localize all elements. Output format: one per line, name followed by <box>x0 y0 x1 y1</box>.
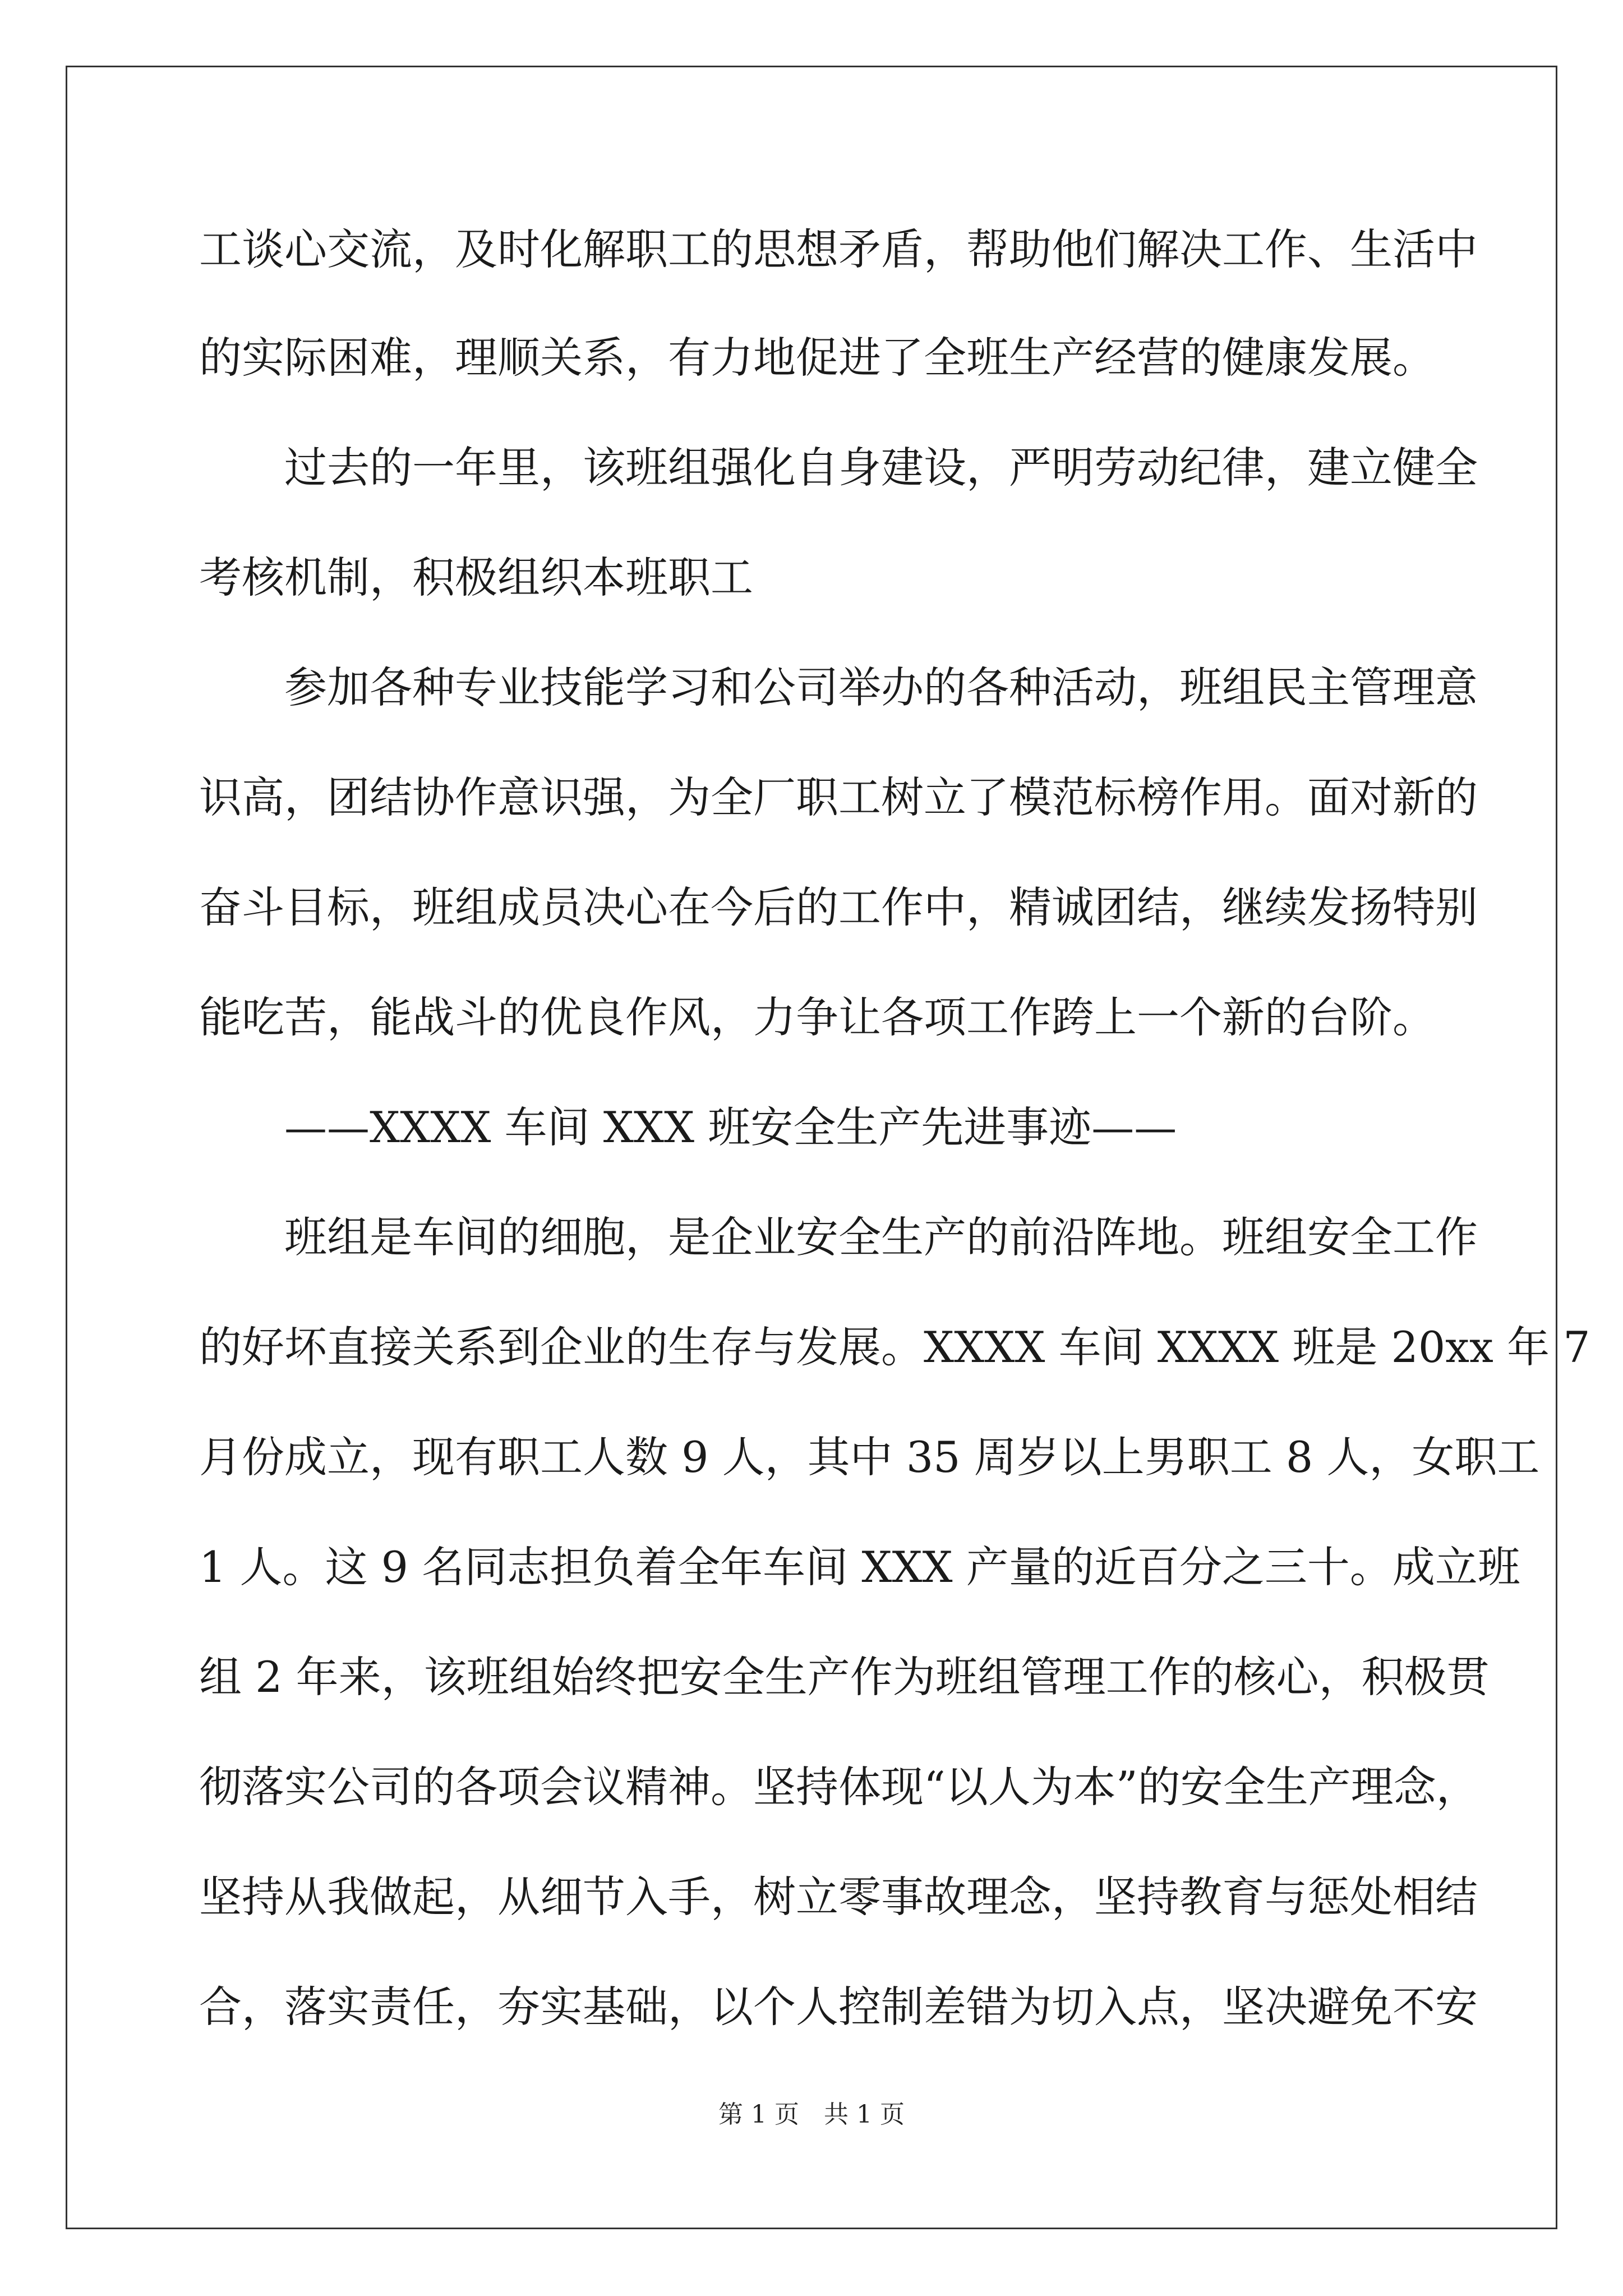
paragraph-start-line: 班组是车间的细胞，是企业安全生产的前沿阵地。班组安全工作 <box>284 1212 1478 1262</box>
text-line: 能吃苦，能战斗的优良作风，力争让各项工作跨上一个新的台阶。 <box>199 992 1435 1042</box>
text-line: 考核机制，积极组织本班职工 <box>199 553 753 602</box>
text-line: 工谈心交流，及时化解职工的思想矛盾，帮助他们解决工作、生活中 <box>199 224 1478 274</box>
text-line: 坚持从我做起，从细节入手，树立零事故理念，坚持教育与惩处相结 <box>199 1872 1478 1922</box>
page-footer: 第 1 页 共 1 页 <box>718 2100 905 2129</box>
document-body <box>199 222 1590 2089</box>
text-line: 的实际困难，理顺关系，有力地促进了全班生产经营的健康发展。 <box>199 333 1435 383</box>
text-line: 彻落实公司的各项会议精神。坚持体现“以人为本”的安全生产理念， <box>199 1762 1479 1812</box>
section-heading: ——XXXX 车间 XXX 班安全生产先进事迹—— <box>284 1102 1177 1152</box>
paragraph-start-line: 参加各种专业技能学习和公司举办的各种活动，班组民主管理意 <box>284 662 1478 712</box>
text-line: 合，落实责任，夯实基础，以个人控制差错为切入点，坚决避免不安 <box>199 1982 1478 2032</box>
text-line: 月份成立，现有职工人数 9 人，其中 35 周岁以上男职工 8 人，女职工 <box>199 1432 1540 1482</box>
text-line: 奋斗目标，班组成员决心在今后的工作中，精诚团结，继续发扬特别 <box>199 882 1478 932</box>
text-line: 识高，团结协作意识强，为全厂职工树立了模范标榜作用。面对新的 <box>199 772 1478 822</box>
text-line: 组 2 年来，该班组始终把安全生产作为班组管理工作的核心，积极贯 <box>199 1652 1490 1702</box>
paragraph-start-line: 过去的一年里，该班组强化自身建设，严明劳动纪律，建立健全 <box>284 443 1478 493</box>
text-line: 的好坏直接关系到企业的生存与发展。XXXX 车间 XXXX 班是 20xx 年 7 <box>199 1322 1590 1372</box>
text-line: 1 人。这 9 名同志担负着全年车间 XXX 产量的近百分之三十。成立班 <box>199 1542 1520 1592</box>
